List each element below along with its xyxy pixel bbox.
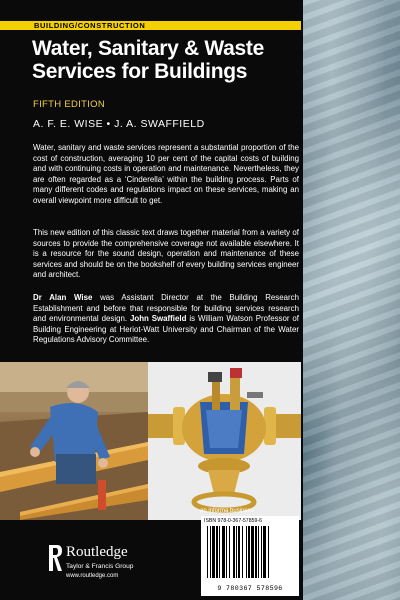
barcode-bar — [248, 526, 250, 578]
publisher-url: www.routledge.com — [66, 573, 119, 579]
routledge-logo-icon — [47, 543, 63, 573]
author-bio-wise: was Assistant Director at the Building Research Establishment and before that responsible for building services research and environmental design. — [33, 293, 299, 324]
series-label: BUILDING/CONSTRUCTION — [34, 21, 146, 30]
worker-pipe-photo — [0, 362, 148, 520]
barcode-bar — [229, 526, 230, 578]
cover-photos — [0, 362, 301, 520]
author-bio-swaffield: is William Watson Professor of Building Engineering at Heriot-Watt University and Chairman of the Water Regulations Advisory Committee. — [33, 314, 299, 345]
informa-label: an informa business — [200, 508, 254, 514]
barcode-bars — [207, 526, 293, 578]
barcode-bar — [226, 526, 227, 578]
authors-line: A. F. E. WISE • J. A. SWAFFIELD — [33, 118, 205, 130]
edition-label: FIFTH EDITION — [33, 99, 105, 110]
barcode-bar — [210, 526, 211, 578]
barcode-bar — [261, 526, 262, 578]
publisher-group: Taylor & Francis Group — [66, 563, 134, 570]
barcode-bar — [268, 526, 269, 578]
worker-illustration — [0, 362, 148, 520]
barcode-bar — [238, 526, 240, 578]
barcode-bar — [216, 526, 218, 578]
barcode-bar — [207, 526, 208, 578]
blurb-paragraph-1: Water, sanitary and waste services represent a substantial proportion of the cost of construction, averaging 10 per cent of the capital costs of building and with continuing costs in operation and maintenance. Nevertheless, they are often regarded as a ‘Cinderella’ within the building process. Parts of many different codes and regulations impact on these services, making an overall viewpoint more difficult to get. — [33, 143, 299, 205]
publisher-name: Routledge — [66, 544, 128, 560]
isbn-label: ISBN 978-0-367-57859-6 — [204, 518, 262, 524]
valve-illustration — [148, 362, 301, 520]
barcode-bar — [258, 526, 259, 578]
title-line-2: Services for Buildings — [32, 60, 248, 83]
valve-photo — [148, 362, 301, 520]
barcode-bar — [236, 526, 237, 578]
barcode-bar — [255, 526, 257, 578]
author-name-wise: Dr Alan Wise — [33, 293, 93, 302]
cover-spine-texture — [303, 0, 400, 600]
author-bio-paragraph — [33, 293, 299, 346]
title-line-1: Water, Sanitary & Waste — [32, 37, 264, 60]
barcode-bar — [242, 526, 243, 578]
barcode-bar — [219, 526, 220, 578]
blurb-paragraph-2: This new edition of this classic text draws together material from a variety of sources to provide the comprehensive coverage not available elsewhere. It is a resource for the sound design, operation and maintenance of these services and should be on the bookshelf of every building services engineer and architect. — [33, 228, 299, 280]
book-title — [32, 37, 297, 83]
barcode-bar — [251, 526, 254, 578]
isbn-number: 9 780367 578596 — [217, 585, 283, 592]
barcode-bar — [263, 526, 266, 578]
barcode-bar — [233, 526, 235, 578]
author-name-swaffield: John Swaffield — [129, 314, 187, 324]
isbn-barcode — [201, 516, 299, 596]
barcode-bar — [222, 526, 225, 578]
barcode-bar — [212, 526, 215, 578]
barcode-bar — [246, 526, 247, 578]
